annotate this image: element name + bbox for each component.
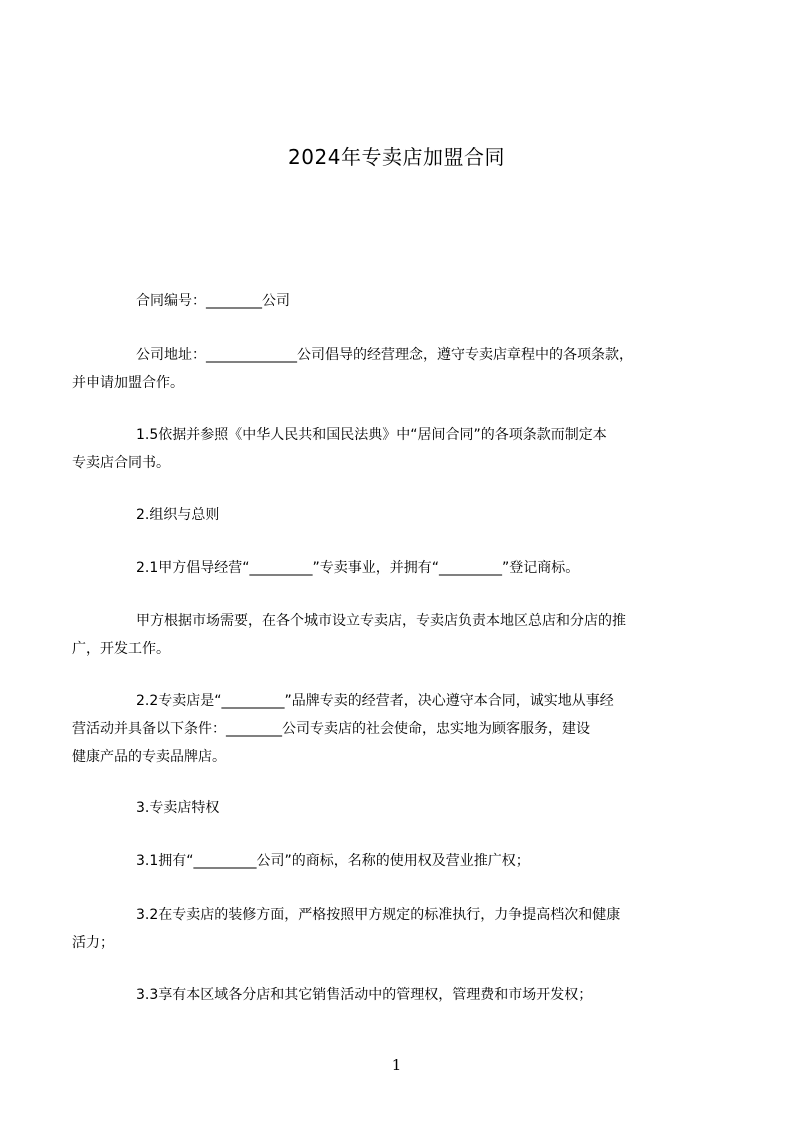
section-heading-2 [104,501,704,529]
paragraph-line: 营活动并具备以下条件：________公司专卖店的社会使命，忠实地为顾客服务，建设 [72,721,590,737]
paragraph-line: 3.1拥有“_________公司”的商标，名称的使用权及营业推广权； [136,853,530,869]
paragraph-company-address [72,341,704,397]
paragraph-line: 健康产品的专卖品牌店。 [72,749,226,765]
paragraph-line: 3.专卖店特权 [136,800,220,816]
paragraph-clause-2-1 [104,554,704,582]
paragraph-contract-number [104,287,704,315]
paragraph-line: 2.组织与总则 [136,507,220,523]
paragraph-line: 公司地址：_____________公司倡导的经营理念，遵守专卖店章程中的各项条款， [136,347,633,363]
paragraph-line: 专卖店合同书。 [72,455,170,471]
paragraph-clause-3-2 [72,901,704,957]
paragraph-line: 1.5依据并参照《中华人民共和国民法典》中“居间合同”的各项条款而制定本 [136,427,607,443]
paragraph-market-needs [72,607,704,663]
document-title: 2024年专卖店加盟合同 [288,145,505,169]
paragraph-clause-2-2 [72,687,704,771]
paragraph-line: 合同编号：________公司 [136,293,290,309]
paragraph-clause-3-1 [104,847,704,875]
paragraph-line: 活力； [72,935,114,951]
paragraph-line: 3.2在专卖店的装修方面，严格按照甲方规定的标准执行，力争提高档次和健康 [136,907,621,923]
paragraph-line: 2.1甲方倡导经营“_________”专卖事业，并拥有“_________”登记商标。 [136,560,580,576]
paragraph-line: 广，开发工作。 [72,641,170,657]
paragraph-clause-3-3 [104,981,704,1009]
paragraph-line: 甲方根据市场需要，在各个城市设立专卖店，专卖店负责本地区总店和分店的推 [136,613,626,629]
paragraph-line: 并申请加盟合作。 [72,375,184,391]
paragraph-line: 2.2专卖店是“_________”品牌专卖的经营者，决心遵守本合同，诚实地从事经 [136,693,614,709]
section-heading-3 [104,794,704,822]
paragraph-clause-1-5 [72,421,704,477]
page-number: 1 [391,1056,402,1074]
paragraph-line: 3.3享有本区域各分店和其它销售活动中的管理权，管理费和市场开发权； [136,987,593,1003]
